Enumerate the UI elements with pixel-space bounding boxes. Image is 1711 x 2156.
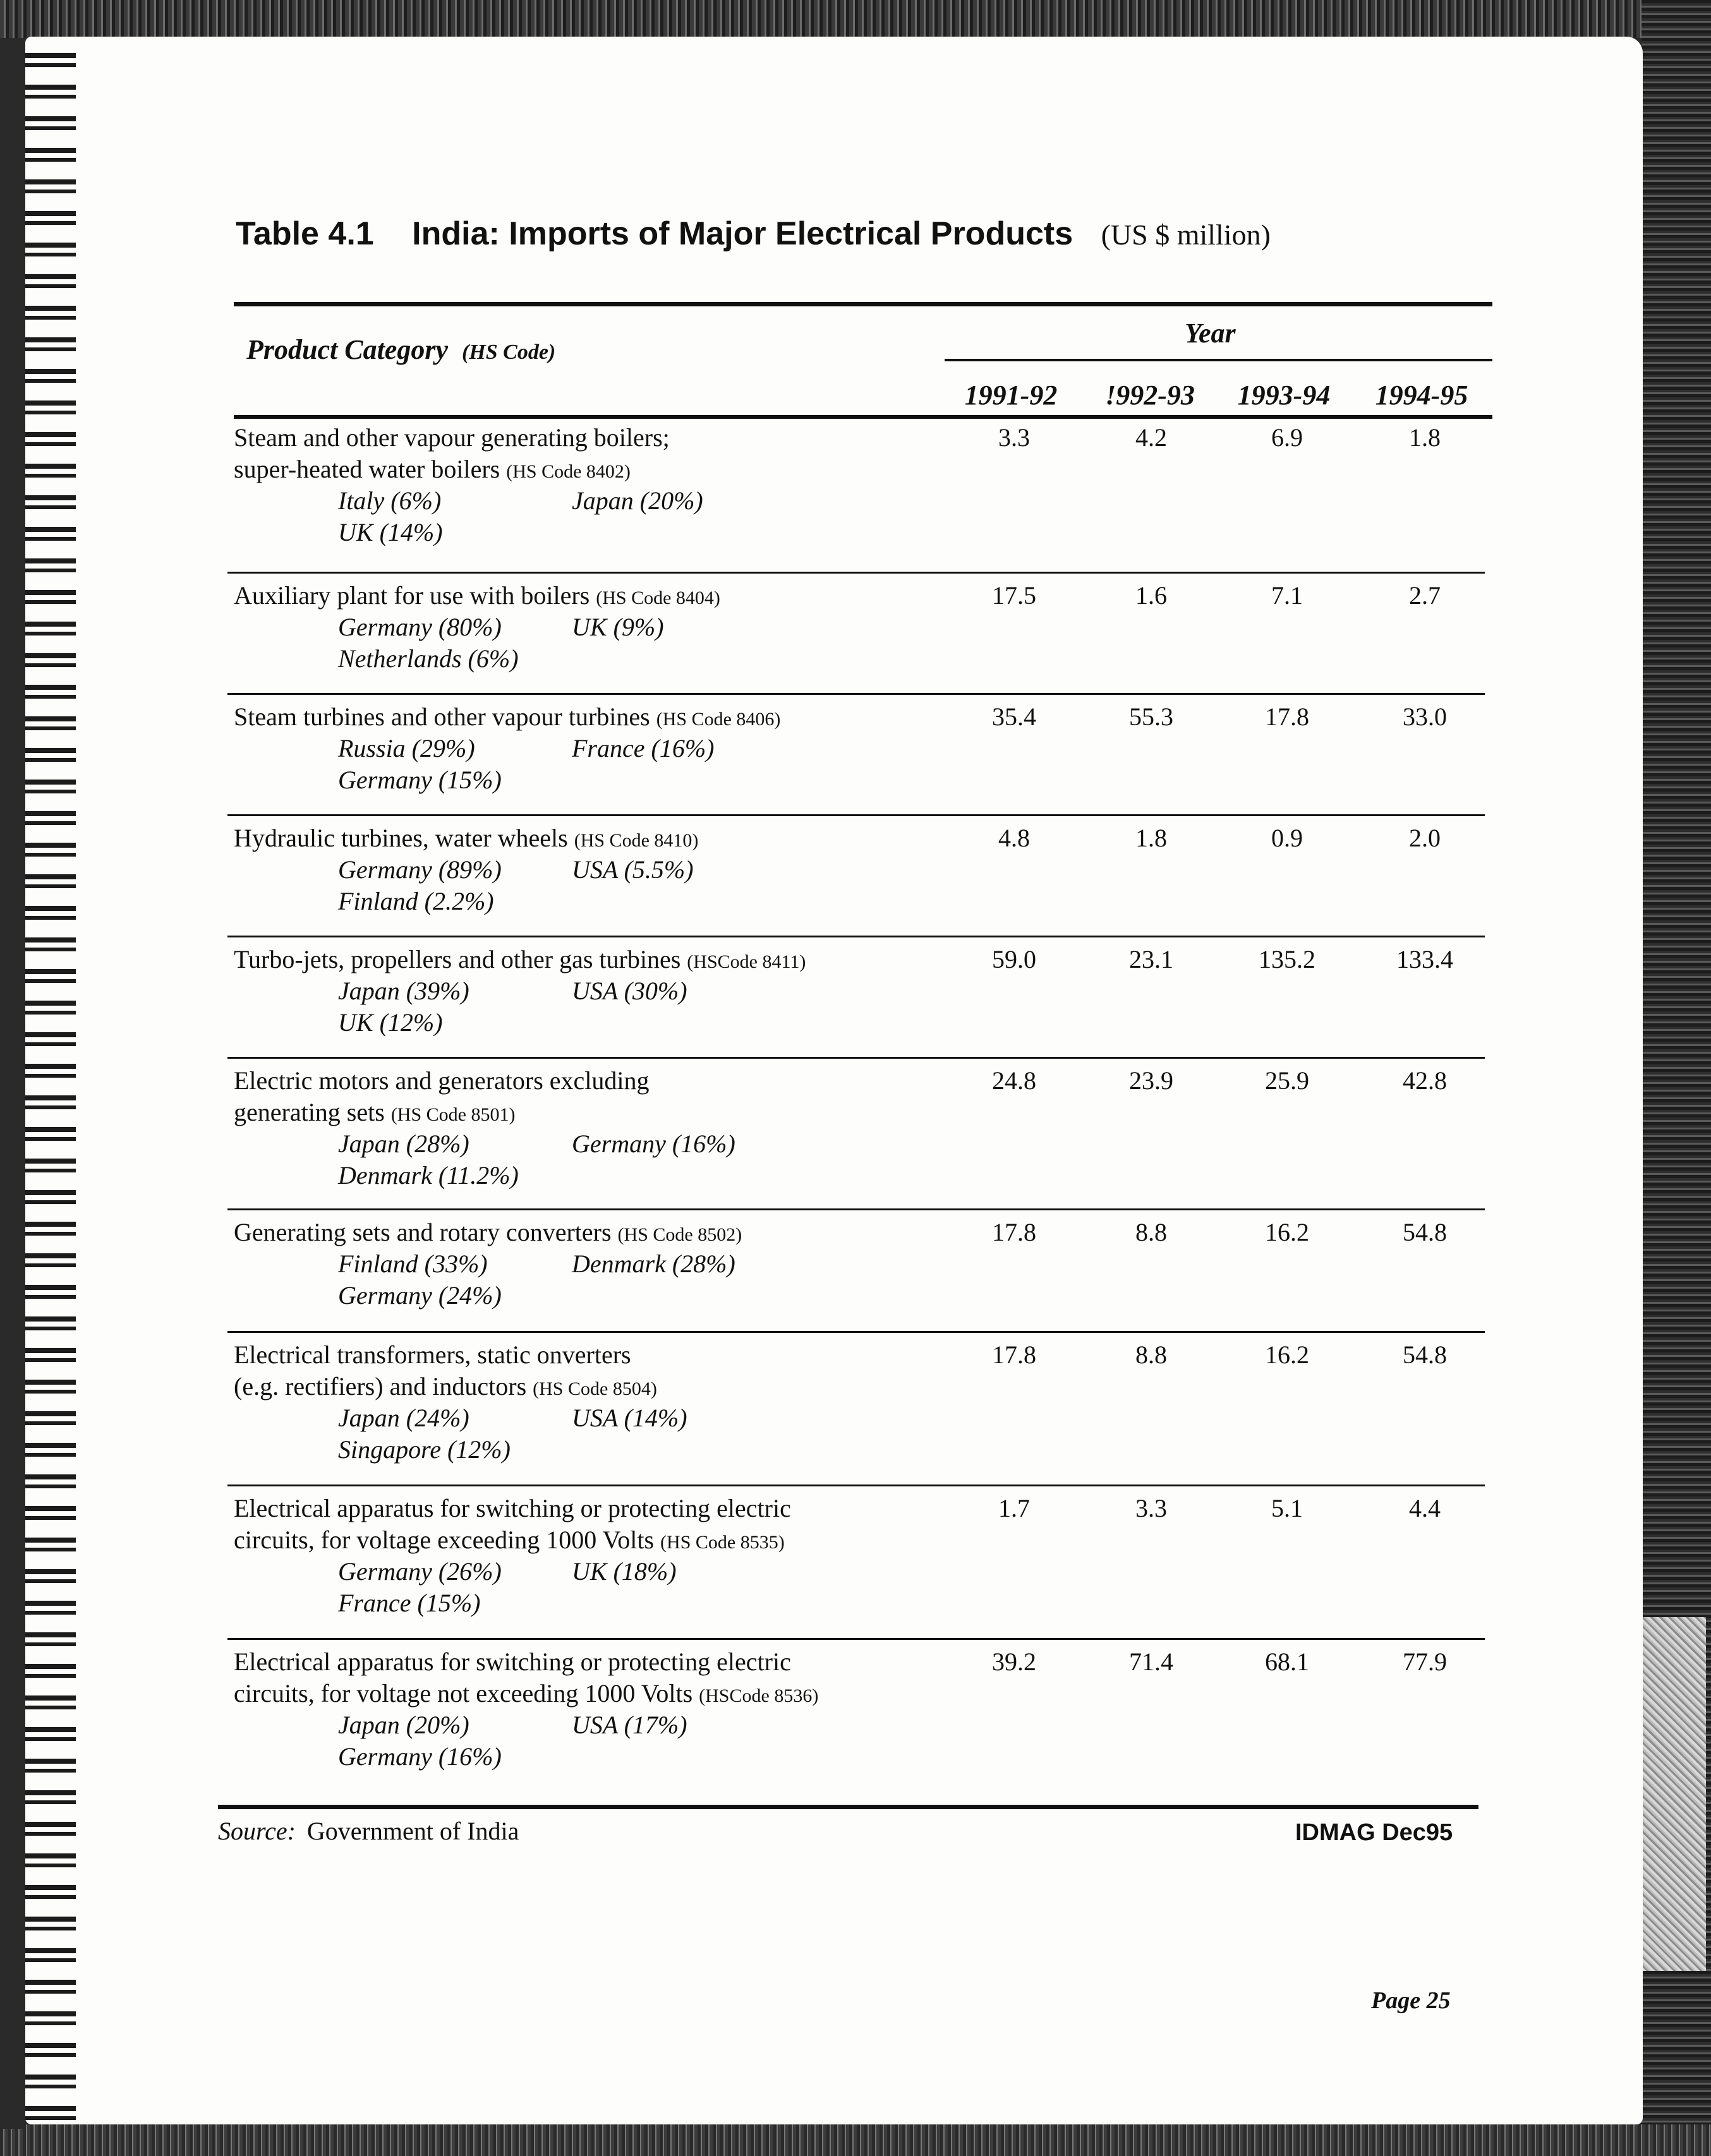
import-value: 5.1	[1271, 1494, 1303, 1522]
import-value: 42.8	[1403, 1066, 1447, 1095]
import-value: 1.8	[1135, 824, 1167, 852]
hs-code-label: (HS Code)	[461, 340, 556, 364]
table-unit: (US $ million)	[1101, 219, 1271, 251]
product-description	[234, 822, 979, 857]
import-value: 6.9	[1271, 423, 1303, 452]
import-value: 54.8	[1403, 1218, 1447, 1246]
description-line	[234, 1217, 979, 1251]
import-value: 24.8	[992, 1066, 1036, 1095]
import-value: 77.9	[1403, 1647, 1447, 1676]
import-value: 16.2	[1265, 1218, 1309, 1246]
hs-code: (HS Code 8504)	[533, 1378, 657, 1399]
year-col-3: 1993-94	[1237, 380, 1331, 411]
paper-tab	[1643, 1617, 1706, 1971]
import-value: 35.4	[992, 702, 1036, 731]
description-text: Steam turbines and other vapour turbines	[234, 702, 650, 731]
row-divider	[227, 1485, 1485, 1486]
import-value: 23.9	[1129, 1066, 1173, 1095]
supplier-country: UK (12%)	[338, 1008, 443, 1037]
scan-border-bottom	[0, 2124, 1711, 2156]
header-bottom-rule	[234, 415, 1492, 419]
import-value: 54.8	[1403, 1340, 1447, 1369]
description-text: Electrical transformers, static onverters	[234, 1340, 631, 1369]
import-value: 4.4	[1409, 1494, 1441, 1522]
description-line	[234, 701, 979, 735]
supplier-country: USA (5.5%)	[572, 855, 694, 884]
import-value: 8.8	[1135, 1340, 1167, 1369]
product-description	[234, 1217, 979, 1251]
publication-tag: IDMAG Dec95	[1295, 1819, 1453, 1846]
row-divider	[227, 693, 1485, 695]
row-divider	[227, 1208, 1485, 1210]
description-text: circuits, for voltage exceeding 1000 Volts	[234, 1526, 655, 1554]
description-line	[234, 1678, 979, 1712]
description-text: generating sets	[234, 1098, 385, 1126]
product-category-label: Product Category	[246, 334, 448, 365]
row-divider	[227, 1638, 1485, 1640]
supplier-country: UK (14%)	[338, 518, 443, 546]
description-text: circuits, for voltage not exceeding 1000 Volts	[234, 1679, 693, 1707]
product-description	[234, 944, 979, 978]
import-value: 133.4	[1396, 945, 1453, 973]
description-line	[234, 580, 979, 614]
description-text: Electric motors and generators excluding	[234, 1066, 650, 1095]
supplier-country: Japan (20%)	[338, 1711, 469, 1739]
supplier-country: Germany (16%)	[338, 1742, 502, 1771]
year-col-4: 1994-95	[1375, 380, 1468, 411]
description-text: Auxiliary plant for use with boilers	[234, 581, 590, 610]
import-value: 1.6	[1135, 581, 1167, 610]
product-description	[234, 1646, 979, 1712]
product-category-header	[246, 334, 555, 366]
import-value: 68.1	[1265, 1647, 1309, 1676]
supplier-country: Germany (24%)	[338, 1281, 502, 1310]
hs-code: (HS Code 8535)	[660, 1532, 785, 1553]
import-value: 1.7	[998, 1494, 1030, 1522]
row-divider	[227, 1057, 1485, 1059]
year-col-1: 1991-92	[964, 380, 1058, 411]
table-top-rule	[234, 302, 1492, 306]
hs-code: (HS Code 8410)	[574, 830, 699, 851]
description-line	[234, 1065, 979, 1097]
import-value: 2.0	[1409, 824, 1441, 852]
supplier-country: France (15%)	[338, 1589, 481, 1617]
import-value: 17.8	[992, 1218, 1036, 1246]
description-line	[234, 1097, 979, 1131]
import-value: 25.9	[1265, 1066, 1309, 1095]
description-text: Turbo-jets, propellers and other gas turbines	[234, 945, 681, 973]
description-text: Electrical apparatus for switching or protecting electric	[234, 1494, 791, 1522]
supplier-country: Russia (29%)	[338, 734, 475, 762]
description-line	[234, 1339, 979, 1371]
import-value: 59.0	[992, 945, 1036, 973]
source-note	[218, 1816, 519, 1846]
import-value: 8.8	[1135, 1218, 1167, 1246]
supplier-country: Germany (89%)	[338, 855, 502, 884]
product-description	[234, 1339, 979, 1405]
table-number: Table 4.1	[236, 215, 374, 252]
supplier-country: Italy (6%)	[338, 486, 442, 515]
description-line	[234, 944, 979, 978]
supplier-country: USA (14%)	[572, 1404, 687, 1432]
hs-code: (HSCode 8536)	[699, 1685, 819, 1706]
description-line	[234, 1524, 979, 1558]
import-value: 23.1	[1129, 945, 1173, 973]
table-bottom-rule	[218, 1805, 1478, 1809]
supplier-country: France (16%)	[572, 734, 715, 762]
import-value: 0.9	[1271, 824, 1303, 852]
supplier-country: Germany (16%)	[572, 1129, 735, 1158]
supplier-country: UK (9%)	[572, 613, 664, 641]
table-title-text: India: Imports of Major Electrical Products	[412, 215, 1073, 252]
row-divider	[227, 1331, 1485, 1333]
row-divider	[227, 814, 1485, 816]
table-title	[236, 215, 1271, 253]
spiral-binding	[0, 44, 76, 2129]
import-value: 7.1	[1271, 581, 1303, 610]
year-header: Year	[1185, 318, 1236, 349]
row-divider	[227, 572, 1485, 574]
supplier-country: Japan (20%)	[572, 486, 703, 515]
supplier-country: Finland (2.2%)	[338, 887, 494, 915]
supplier-country: Germany (80%)	[338, 613, 502, 641]
row-divider	[227, 936, 1485, 937]
description-line	[234, 822, 979, 857]
supplier-country: Finland (33%)	[338, 1250, 488, 1278]
import-value: 16.2	[1265, 1340, 1309, 1369]
import-value: 39.2	[992, 1647, 1036, 1676]
import-value: 3.3	[1135, 1494, 1167, 1522]
description-line	[234, 1493, 979, 1524]
supplier-country: Germany (26%)	[338, 1557, 502, 1586]
description-text: Generating sets and rotary converters	[234, 1218, 612, 1246]
description-text: super-heated water boilers	[234, 455, 500, 483]
supplier-country: Japan (24%)	[338, 1404, 469, 1432]
import-value: 2.7	[1409, 581, 1441, 610]
description-text: Steam and other vapour generating boilers;	[234, 423, 670, 452]
source-value: Government of India	[306, 1817, 519, 1845]
description-line	[234, 422, 979, 454]
supplier-country: Denmark (28%)	[572, 1250, 735, 1278]
supplier-country: Singapore (12%)	[338, 1435, 511, 1464]
product-description	[234, 1493, 979, 1558]
year-col-2: !992-93	[1105, 380, 1195, 411]
import-value: 1.8	[1409, 423, 1441, 452]
import-value: 17.8	[1265, 702, 1309, 731]
supplier-country: USA (30%)	[572, 977, 687, 1005]
hs-code: (HS Code 8501)	[390, 1104, 516, 1125]
description-text: Electrical apparatus for switching or protecting electric	[234, 1647, 791, 1676]
description-line	[234, 454, 979, 488]
hs-code: (HSCode 8411)	[687, 951, 806, 972]
page-number: Page 25	[1371, 1987, 1451, 2014]
import-value: 135.2	[1259, 945, 1315, 973]
hs-code: (HS Code 8404)	[596, 587, 720, 608]
supplier-country: Netherlands (6%)	[338, 644, 519, 673]
supplier-country: Japan (39%)	[338, 977, 469, 1005]
supplier-country: Germany (15%)	[338, 766, 502, 794]
product-description	[234, 422, 979, 488]
scan-border-top	[0, 0, 1711, 38]
hs-code: (HS Code 8402)	[506, 461, 631, 482]
supplier-country: Japan (28%)	[338, 1129, 469, 1158]
product-description	[234, 580, 979, 614]
import-value: 33.0	[1403, 702, 1447, 731]
import-value: 71.4	[1129, 1647, 1173, 1676]
product-description	[234, 701, 979, 735]
supplier-country: USA (17%)	[572, 1711, 687, 1739]
supplier-country: UK (18%)	[572, 1557, 677, 1586]
description-text: (e.g. rectifiers) and inductors	[234, 1372, 527, 1400]
hs-code: (HS Code 8502)	[617, 1224, 742, 1245]
import-value: 55.3	[1129, 702, 1173, 731]
description-line	[234, 1646, 979, 1678]
description-line	[234, 1371, 979, 1405]
import-value: 4.8	[998, 824, 1030, 852]
source-label: Source:	[218, 1817, 296, 1845]
import-value: 3.3	[998, 423, 1030, 452]
product-description	[234, 1065, 979, 1131]
import-value: 17.5	[992, 581, 1036, 610]
year-underline	[945, 359, 1492, 361]
import-value: 17.8	[992, 1340, 1036, 1369]
hs-code: (HS Code 8406)	[656, 709, 781, 730]
supplier-country: Denmark (11.2%)	[338, 1161, 519, 1189]
description-text: Hydraulic turbines, water wheels	[234, 824, 568, 852]
import-value: 4.2	[1135, 423, 1167, 452]
